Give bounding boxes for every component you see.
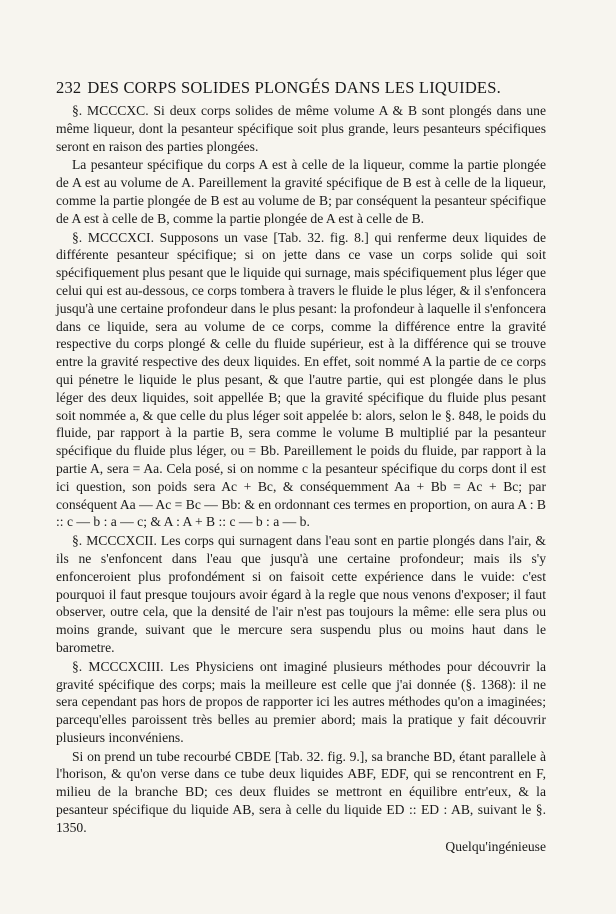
paragraph-1393: §. MCCCXCIII. Les Physiciens ont imaginé plusieurs méthodes pour découvrir la gravité spécifique des corps; mais la meilleure est celle que j'ai donnée (§. 1368): il ne sera cependant pas hors de propos de rapporter ici les autres méthodes qu'on a imaginées; parcequ'elles paroissent très belles au premier abord; mais la pratique y fait découvrir plusieurs inconvéniens.	[56, 658, 546, 745]
paragraph-1392: §. MCCCXCII. Les corps qui surnagent dans l'eau sont en partie plongés dans l'air, & ils ne s'enfoncent dans l'eau que jusqu'à une certaine profondeur; mais ils s'y enfonceroient plus profondément si on faisoit cette expérience dans le vuide: c'est pourquoi il faut presque toujours avoir égard à la regle que nous venons d'exposer; il faut observer, outre cela, que la densité de l'air n'est pas toujours la même: elle sera plus ou moins grande, suivant que le mercure sera suspendu plus ou moins haut dans le barometre.	[56, 533, 546, 655]
paragraph-tube: Si on prend un tube recourbé CBDE [Tab. 32. fig. 9.], sa branche BD, étant parallele à l'horison, & qu'on verse dans ce tube deux liquides ABF, EDF, qui se rencontrent en F, milieu de la branche BD; ces deux fluides se mettront en équilibre entr'eux, & la pesanteur spécifique du liquide AB, sera à celle du liquide ED :: ED : AB, suivant le §. 1350.	[56, 748, 546, 835]
book-page	[56, 78, 546, 855]
running-title: DES CORPS SOLIDES PLONGÉS DANS LES LIQUIDES.	[87, 78, 501, 97]
page-body	[56, 102, 546, 837]
catchword: Quelqu'ingénieuse	[445, 838, 546, 854]
paragraph-1390-proof: La pesanteur spécifique du corps A est à celle de la liqueur, comme la partie plongée de A est au volume de A. Pareillement la gravité spécifique de B est à celle de la liqueur, comme la partie plongée de B est au volume de B; par conséquent la pesanteur spécifique de A est à celle de B, comme la partie plongée de A est à celle de B.	[56, 157, 546, 226]
running-header	[56, 78, 546, 98]
paragraph-1391: §. MCCCXCI. Supposons un vase [Tab. 32. fig. 8.] qui renferme deux liquides de différente pesanteur spécifique; si on jette dans ce vase un corps solide qui soit spécifiquement plus pesant que le liquide qui surnage, mais spécifiquement plus léger que celui qui est au-dessous, ce corps tombera à travers le fluide le plus léger, & il s'enfoncera jusqu'à une certaine profondeur dans le plus pesant: la profondeur à laquelle il s'enfoncera dans ce liquide, sera au volume de ce corps, comme la différence entre la gravité respective du corps plongé & celle du fluide supérieur, est à la différence qui se trouve entre la gravité respective des deux liquides. En effet, soit nommé A la partie de ce corps qui pénetre le liquide le plus pesant, & que l'autre partie, qui est plongée dans le plus léger des deux liquides, soit appellée B; que la gravité spécifique du fluide plus pesant soit nommée a, & que celle du plus léger soit appelée b: alors, selon le §. 848, le poids du fluide, par rapport à la partie B, sera comme le volume B multiplié par la pesanteur spécifique du fluide plus léger, ou = Bb. Pareillement le poids du fluide, par rapport à la partie A, sera = Aa. Cela posé, si on nomme c la pesanteur spécifique du corps dont il est ici question, son poids sera Ac + Bc, & conséquemment Aa + Bb = Ac + Bc; par conséquent Aa — Ac = Bc — Bb: & en ordonnant ces termes en proportion, on aura A : B :: c — b : a — c; & A : A + B :: c — b : a — b.	[56, 229, 546, 530]
page-number: 232	[56, 78, 82, 97]
paragraph-1390: §. MCCCXC. Si deux corps solides de même volume A & B sont plongés dans une même liqueur, dont la pesanteur spécifique soit plus grande, leurs pesanteurs spécifiques seront en raison des parties plongées.	[56, 103, 546, 154]
